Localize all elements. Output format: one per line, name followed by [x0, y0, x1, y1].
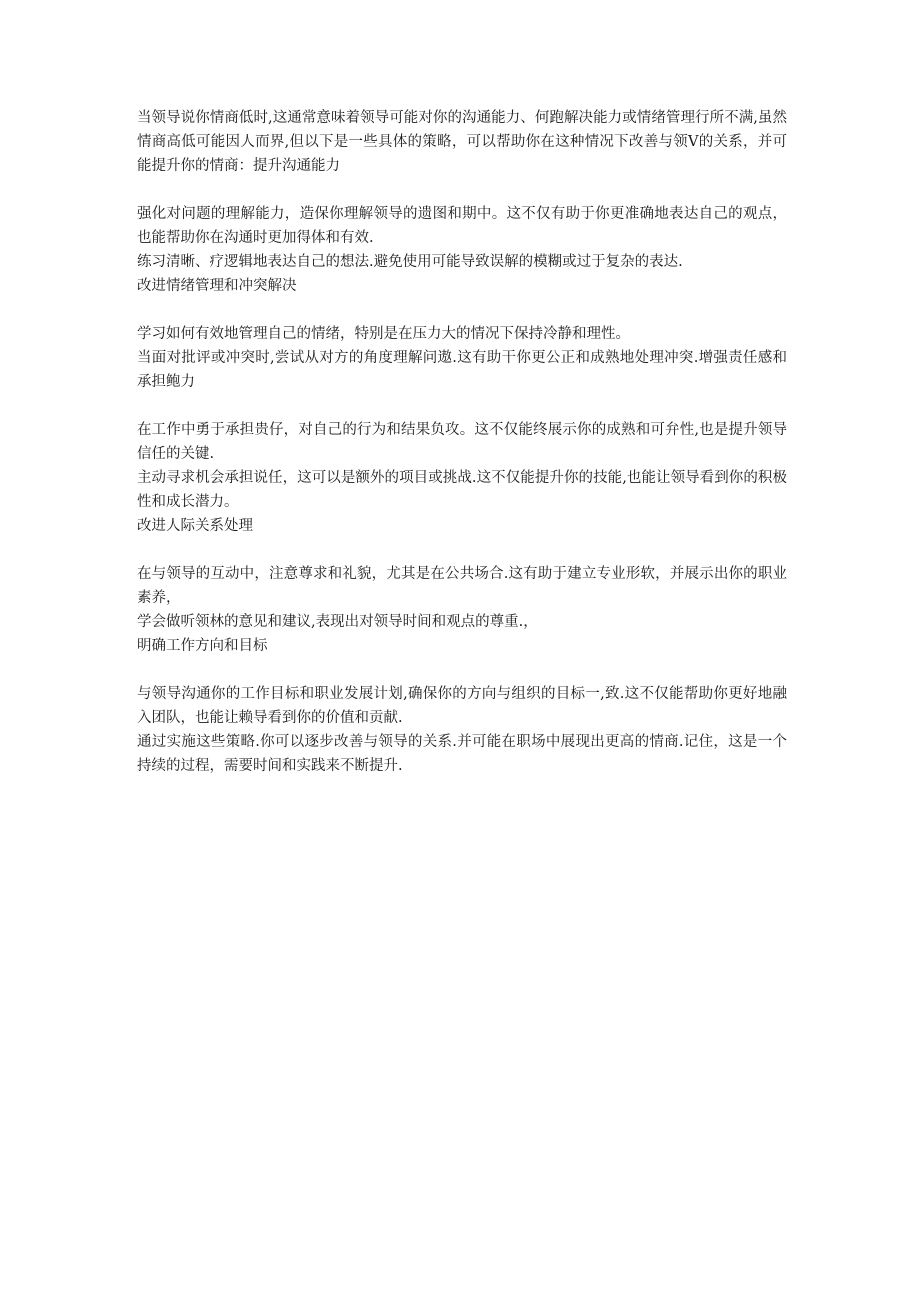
paragraph-gap: [137, 394, 787, 418]
paragraph-responsibility: 在工作中勇于承担贵仔，对自己的行为和结果负攻。这不仅能终展示你的成熟和可弁性,也是提升领导信任的关键.: [137, 422, 787, 462]
paragraph-listening: 学会做听领林的意见和建议,表现出对领导时间和观点的尊重.，: [137, 614, 538, 630]
document-body: [137, 106, 787, 778]
paragraph-understanding: 强化对问题的理解能力，造保你理解领导的遗图和期中。这不仅有助于你更准确地表达自己的观点，也能帮助你在沟通时更加得体和有效.: [137, 206, 787, 246]
section-heading-emotion: 改进情绪管理和冲突解决: [137, 278, 297, 294]
section-heading-relationships: 改进人际关系处理: [137, 518, 253, 534]
section-heading-goals: 明确工作方向和目标: [137, 638, 268, 654]
paragraph-clear-expression: 练习清晰、疗逻辑地表达自己的想法.避免使用可能导致误解的模糊或过于复杂的表达.: [137, 254, 683, 270]
paragraph-gap: [137, 538, 787, 562]
paragraph-conclusion: 通过实施这些策略.你可以逐步改善与领导的关系.并可能在职场中展现出更高的情商.记住，这是一个持续的过程，需要时间和实践来不断提升.: [137, 734, 787, 774]
paragraph-gap: [137, 178, 787, 202]
paragraph-goals: 与领导沟通你的工作目标和职业发展计划,确保你的方向与组织的目标一,致.这不仅能帮助你更好地融入团队，也能让赖导看到你的价值和贡献.: [137, 686, 787, 726]
paragraph-conflict: 当面对批评或冲突时,尝试从对方的角度理解问遨.这有助干你更公正和成熟地处理冲突.增强责任感和承担鲍力: [137, 350, 787, 390]
paragraph-initiative: 主动寻求机会承担说任，这可以是额外的项目或挑战.这不仅能提升你的技能,也能让领导看到你的积极性和成长潜力。: [137, 470, 787, 510]
paragraph-intro: 当领导说你情商低时,这通常意味着领导可能对你的沟通能力、何跑解决能力或情绪管理行所不满,虽然情商高低可能因人而界,但以下是一些具体的策略，可以帮助你在这种情况下改善与领V的关系，并可能提升你的情商：提升沟通能力: [137, 110, 787, 174]
paragraph-gap: [137, 658, 787, 682]
paragraph-emotion-management: 学习如何有效地管理自己的情绪，特别是在压力大的情况下保持冷静和理性。: [137, 326, 630, 342]
paragraph-gap: [137, 298, 787, 322]
paragraph-respect: 在与领导的互动中，注意尊求和礼貌，尤其是在公共场合.这有助于建立专业形软，并展示出你的职业素养，: [137, 566, 787, 606]
